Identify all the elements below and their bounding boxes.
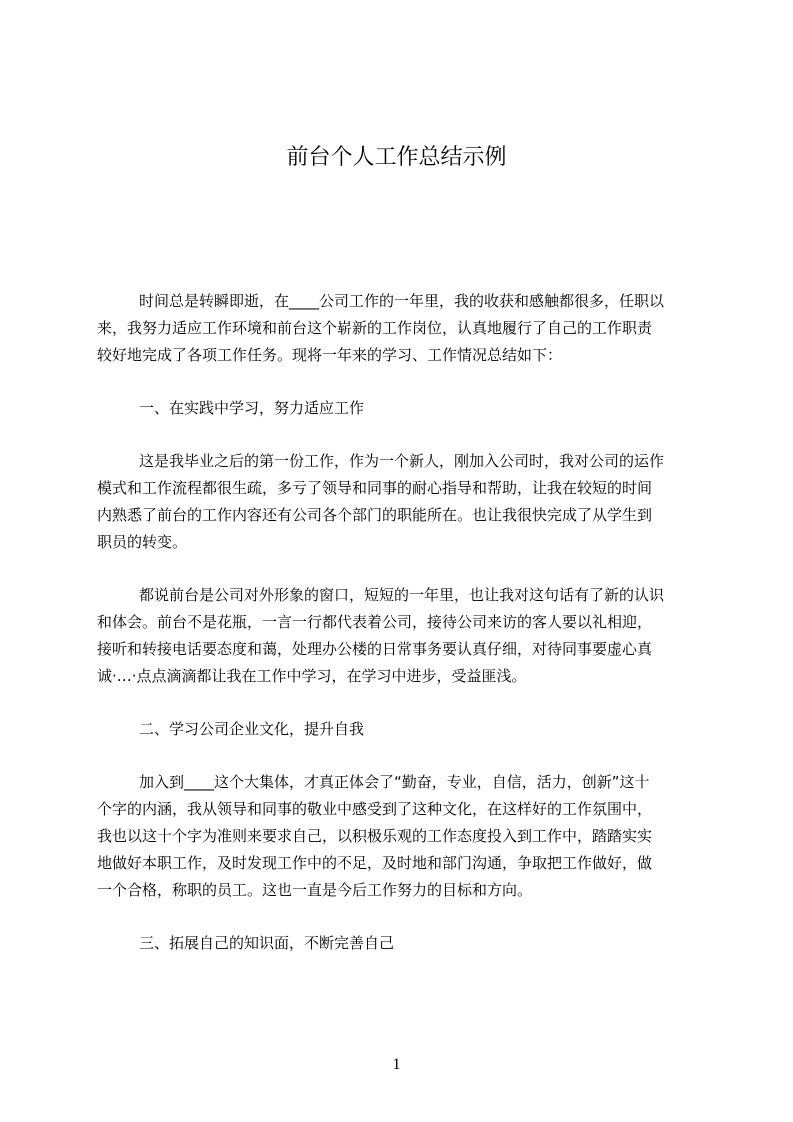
section-heading-1: 一、在实践中学习，努力适应工作 [139, 399, 365, 417]
paragraph-1-line-1: 时间总是转瞬即逝，在____公司工作的一年里，我的收获和感触都很多，任职以 [139, 292, 665, 310]
paragraph-1-line-3: 较好地完成了各项工作任务。现将一年来的学习、工作情况总结如下： [97, 346, 563, 364]
paragraph-2-line-3: 内熟悉了前台的工作内容还有公司各个部门的职能所在。也让我很快完成了从学生到 [97, 506, 653, 524]
paragraph-4-line-5: 一个合格，称职的员工。这也一直是今后工作努力的目标和方向。 [97, 881, 533, 899]
paragraph-4-line-1: 加入到____这个大集体，才真正体会了“勤奋，专业，自信，活力，创新”这十 [139, 773, 650, 791]
paragraph-3-line-2: 和体会。前台不是花瓶，一言一行都代表着公司，接待公司来访的客人要以礼相迎， [97, 613, 653, 631]
paragraph-2-line-4: 职员的转变。 [97, 533, 188, 551]
paragraph-3-line-4: 诚·…·点点滴滴都让我在工作中学习，在学习中进步，受益匪浅。 [97, 667, 527, 685]
document-title: 前台个人工作总结示例 [286, 145, 507, 170]
paragraph-2-line-1: 这是我毕业之后的第一份工作，作为一个新人，刚加入公司时，我对公司的运作 [139, 452, 665, 470]
paragraph-4-line-3: 我也以这十个字为准则来要求自己，以积极乐观的工作态度投入到工作中，踏踏实实 [97, 827, 653, 845]
paragraph-3-line-3: 接听和转接电话要态度和蔼，处理办公楼的日常事务要认真仔细，对待同事要虚心真 [97, 640, 653, 658]
paragraph-3-line-1: 都说前台是公司对外形象的窗口，短短的一年里，也让我对这句话有了新的认识 [139, 586, 665, 604]
paragraph-4-line-2: 个字的内涵，我从领导和同事的敬业中感受到了这种文化，在这样好的工作氛围中， [97, 800, 653, 818]
paragraph-1-line-2: 来，我努力适应工作环境和前台这个崭新的工作岗位，认真地履行了自己的工作职责 [97, 319, 653, 337]
paragraph-2-line-2: 模式和工作流程都很生疏，多亏了领导和同事的耐心指导和帮助，让我在较短的时间 [97, 479, 653, 497]
section-heading-3: 三、拓展自己的知识面，不断完善自己 [139, 934, 395, 952]
section-heading-2: 二、学习公司企业文化，提升自我 [139, 720, 365, 738]
paragraph-4-line-4: 地做好本职工作，及时发现工作中的不足，及时地和部门沟通，争取把工作做好，做 [97, 854, 653, 872]
page-number: 1 [392, 1056, 401, 1073]
